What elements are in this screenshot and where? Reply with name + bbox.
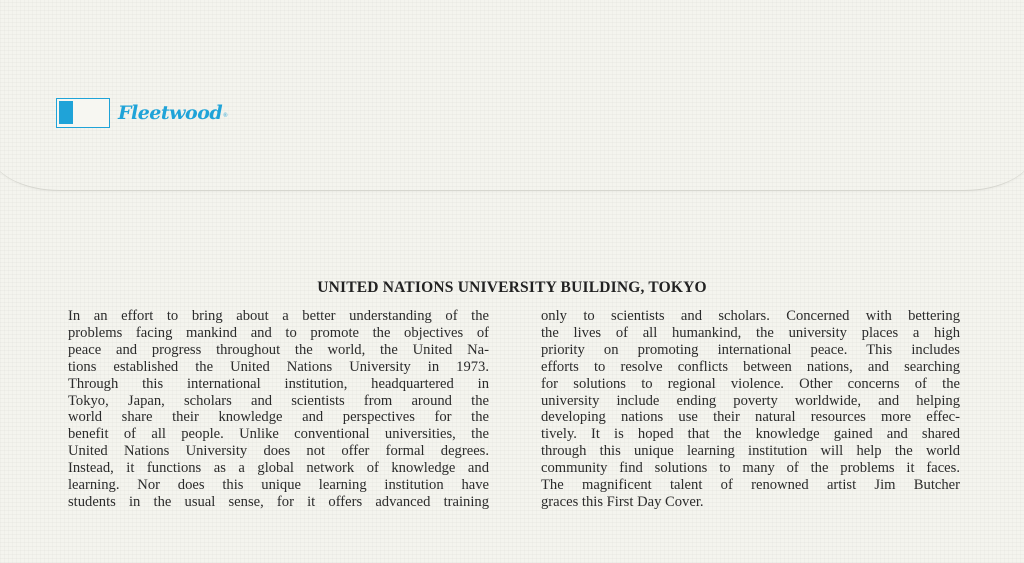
text-line: for solutions to regional violence. Other concerns of the — [541, 375, 960, 392]
text-line: the lives of all humankind, the university places a high — [541, 324, 960, 341]
text-line: tively. It is hoped that the knowledge gained and shared — [541, 426, 960, 443]
logo-mark-icon — [56, 98, 110, 128]
text-line: developing nations use their natural resources more effec- — [541, 409, 960, 426]
text-line: priority on promoting international peace. This includes — [541, 341, 960, 358]
page-title: UNITED NATIONS UNIVERSITY BUILDING, TOKYO — [317, 279, 707, 296]
text-line: Through this international institution, headquartered in — [68, 375, 489, 392]
text-line: tions established the United Nations University in 1973. — [68, 358, 489, 375]
text-line: world share their knowledge and perspectives for the — [68, 409, 489, 426]
text-line: graces this First Day Cover. — [541, 493, 704, 510]
text-line: learning. Nor does this unique learning institution have — [68, 477, 489, 494]
text-line: efforts to resolve conflicts between nations, and searching — [541, 358, 960, 375]
text-line: university include ending poverty worldwide, and helping — [541, 392, 960, 409]
registered-mark: ® — [223, 113, 228, 119]
text-column-left — [68, 308, 489, 511]
text-line: Instead, it functions as a global network of knowledge and — [68, 460, 489, 477]
text-line: Tokyo, Japan, scholars and scientists from around the — [68, 392, 489, 409]
logo-wordmark: Fleetwood — [118, 102, 223, 124]
text-line: benefit of all people. Unlike conventional universities, the — [68, 426, 489, 443]
text-line: United Nations University does not offer formal degrees. — [68, 443, 489, 460]
text-line: through this unique learning institution will help the world — [541, 443, 960, 460]
fleetwood-logo — [56, 98, 228, 128]
text-column-right — [541, 308, 960, 511]
text-line: only to scientists and scholars. Concerned with bettering — [541, 308, 960, 324]
text-line: community find solutions to many of the problems it faces. — [541, 460, 960, 477]
text-line: In an effort to bring about a better understanding of the — [68, 308, 489, 324]
text-line: peace and progress throughout the world, the United Na- — [68, 341, 489, 358]
text-line: students in the usual sense, for it offers advanced training — [68, 493, 489, 510]
logo-mark-fill — [59, 101, 73, 124]
text-line: The magnificent talent of renowned artist Jim Butcher — [541, 477, 960, 494]
envelope-flap — [0, 0, 1024, 191]
text-line: problems facing mankind and to promote the objectives of — [68, 324, 489, 341]
